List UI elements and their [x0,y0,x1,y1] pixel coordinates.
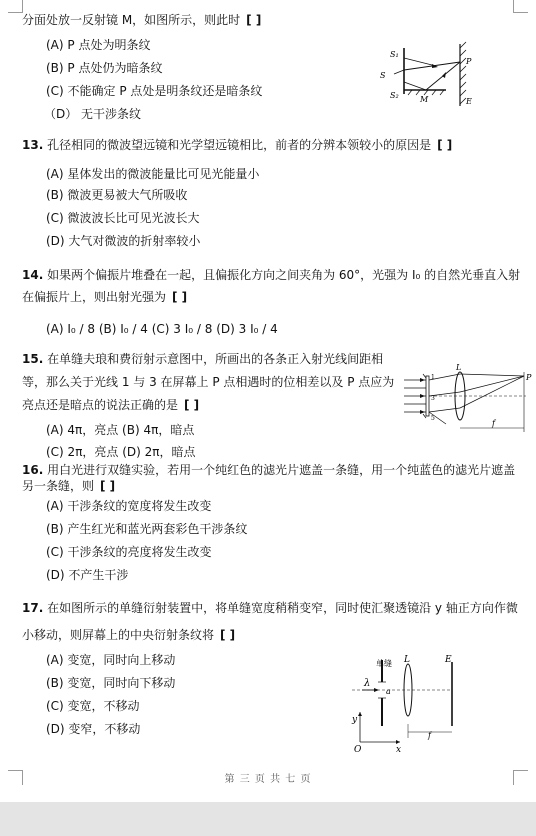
page-footer: 第 三 页 共 七 页 [224,774,312,785]
q17-stem-line2: 小移动，则屏幕上的中央衍射条纹将 [ ] [22,628,236,642]
q15-label-ray-3: 3 [431,395,435,402]
q12-label-s1: S₁ [390,50,399,59]
q17-option-a: (A) 变宽，同时向上移动 [46,653,176,667]
q16-stem-line1: 16. 用白光进行双缝实验，若用一个纯红色的滤光片遮盖一条缝，用一个纯蓝色的滤光片遮盖 [22,463,516,477]
q16-stem-line2: 另一条缝，则 [ ] [22,479,116,493]
q12-option-a: (A) P 点处为明条纹 [46,38,151,52]
q15-label-f: f [492,419,495,428]
q17-stem-line1: 17. 在如图所示的单缝衍射装置中，将单缝宽度稍稍变窄，同时使汇聚透镜沿 y 轴正方向作微 [22,601,518,615]
q14-options: (A) I₀ / 8 (B) I₀ / 4 (C) 3 I₀ / 8 (D) 3 I₀ / 4 [46,322,278,336]
q17-label-y: y [352,715,358,725]
q17-label-slit: 单缝 [376,659,392,668]
q13-option-d: (D) 大气对微波的折射率较小 [46,234,201,248]
q17-label-lambda: λ [364,678,371,689]
q17-label-o: O [354,745,362,754]
q13-option-b: (B) 微波更易被大气所吸收 [46,188,188,202]
q15-stem-line1: 15. 在单缝夫琅和费衍射示意图中，所画出的各条正入射光线间距相 [22,352,384,366]
q16-option-b: (B) 产生红光和蓝光两套彩色干涉条纹 [46,522,248,536]
q12-label-p: P [466,57,472,66]
q12-mirror-figure [376,40,486,112]
q15-options-row2: (C) 2π，亮点 (D) 2π，暗点 [46,445,196,459]
q12-option-d: （D） 无干涉条纹 [44,107,142,121]
q15-stem-line3: 亮点还是暗点的说法正确的是 [ ] [22,398,200,412]
q17-slit-figure [348,654,468,754]
q13-option-c: (C) 微波波长比可见光波长大 [46,211,200,225]
viewer-background-bar [0,802,536,836]
q14-stem-line1: 14. 如果两个偏振片堆叠在一起，且偏振化方向之间夹角为 60°，光强为 I₀ 的自然光垂直入射 [22,268,521,282]
q17-label-e: E [445,655,452,665]
q12-label-m: M [420,95,429,104]
q17-label-x: x [396,745,402,754]
q12-option-b: (B) P 点处仍为暗条纹 [46,61,163,75]
q16-option-a: (A) 干涉条纹的宽度将发生改变 [46,499,212,513]
q15-options-row1: (A) 4π，亮点 (B) 4π，暗点 [46,423,195,437]
q17-option-d: (D) 变窄，不移动 [46,722,141,736]
q12-label-e: E [466,97,472,106]
q17-option-b: (B) 变宽，同时向下移动 [46,676,176,690]
crop-mark-top-right [513,0,528,13]
q15-label-ray-1: 1 [431,374,435,381]
q15-label-l: L [456,363,462,372]
q17-label-f: f [428,731,431,740]
q15-diffraction-figure [398,362,532,434]
q12-stem: 分面处放一反射镜 M，如图所示，则此时 [ ] [22,13,262,27]
crop-mark-top-left [8,0,23,13]
q12-label-s2: S₂ [390,91,399,100]
q13-stem: 13. 孔径相同的微波望远镜和光学望远镜相比，前者的分辨本领较小的原因是 [ ] [22,138,453,152]
q15-label-p: P [526,373,532,382]
q17-label-l: L [404,655,410,665]
q13-option-a: (A) 星体发出的微波能量比可见光能量小 [46,167,260,181]
q17-option-c: (C) 变宽，不移动 [46,699,140,713]
q16-option-c: (C) 干涉条纹的亮度将发生改变 [46,545,212,559]
q15-stem-line2: 等，那么关于光线 1 与 3 在屏幕上 P 点相遇时的位相差以及 P 点应为 [22,375,395,389]
q12-option-c: (C) 不能确定 P 点处是明条纹还是暗条纹 [46,84,263,98]
q14-stem-line2: 在偏振片上，则出射光强为 [ ] [22,290,188,304]
q15-label-ray-5: 5 [431,415,435,422]
q12-label-s: S [380,71,386,80]
q17-label-a: a [386,687,391,696]
q16-option-d: (D) 不产生干涉 [46,568,129,582]
